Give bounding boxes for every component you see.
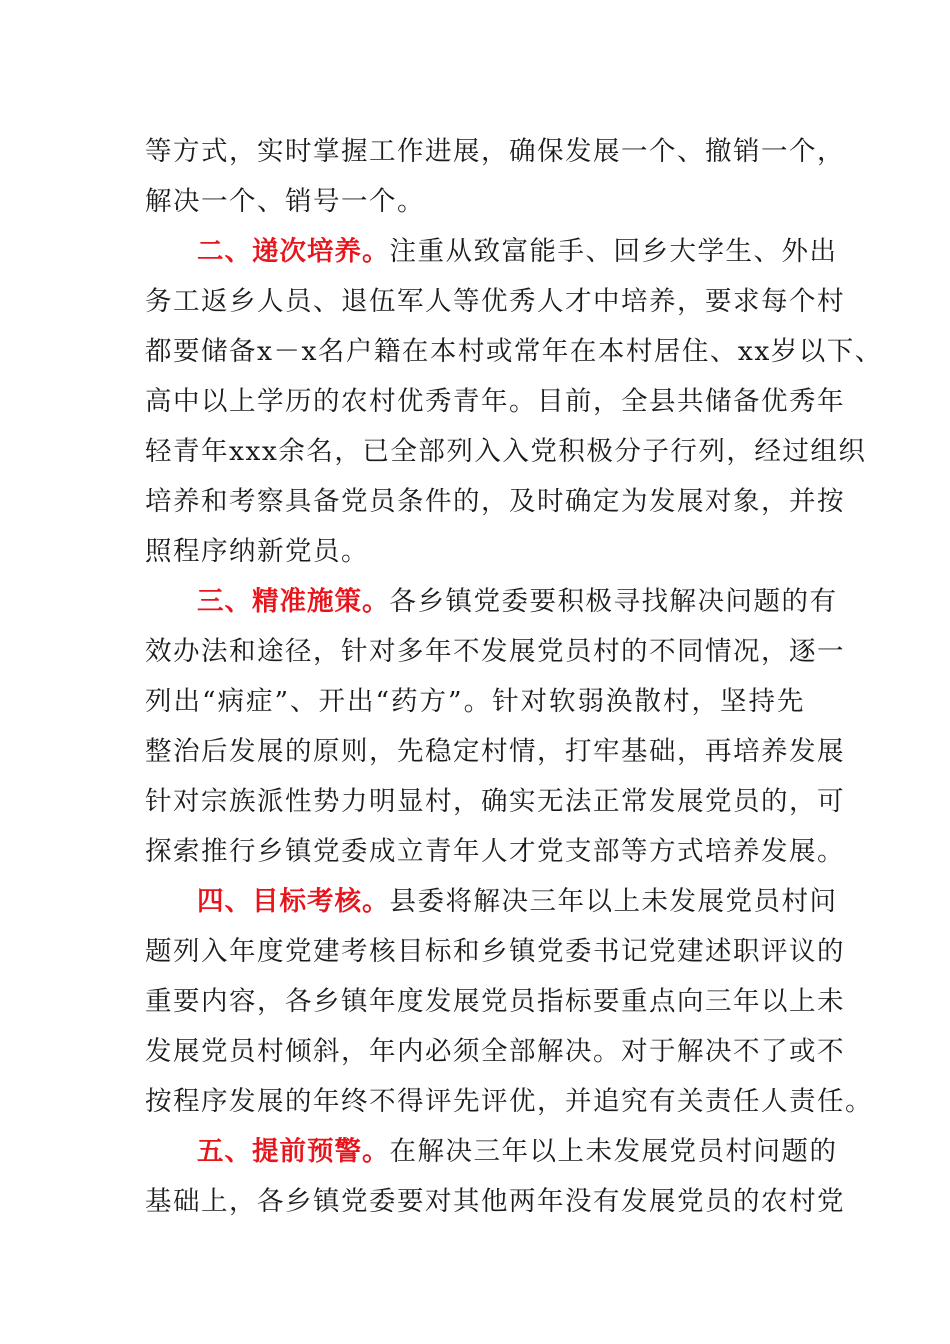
section-heading: 三、精准施策。 xyxy=(197,586,390,617)
paragraph-line: 都要储备x－x名户籍在本村或常年在本村居住、xx岁以下、 xyxy=(145,336,883,367)
section-heading: 二、递次培养。 xyxy=(197,236,390,267)
paragraph-line: 重要内容，各乡镇年度发展党员指标要重点向三年以上未 xyxy=(145,986,845,1017)
paragraph-line: 等方式，实时掌握工作进展，确保发展一个、撤销一个， xyxy=(145,136,845,167)
paragraph-line: 列出“病症”、开出“药方”。针对软弱涣散村，坚持先 xyxy=(145,686,805,717)
section-first-line xyxy=(197,1135,838,1169)
paragraph-line: 照程序纳新党员。 xyxy=(145,536,369,567)
paragraph-line: 针对宗族派性势力明显村，确实无法正常发展党员的，可 xyxy=(145,786,845,817)
section-text: 县委将解决三年以上未发展党员村问 xyxy=(389,886,838,917)
section-heading: 四、目标考核。 xyxy=(197,886,390,917)
section-first-line xyxy=(197,585,838,619)
section-text: 注重从致富能手、回乡大学生、外出 xyxy=(389,236,838,267)
paragraph-line: 务工返乡人员、退伍军人等优秀人才中培养，要求每个村 xyxy=(145,286,845,317)
section-first-line xyxy=(197,885,838,919)
paragraph-line: 效办法和途径，针对多年不发展党员村的不同情况，逐一 xyxy=(145,636,845,667)
section-first-line xyxy=(197,235,838,269)
paragraph-line: 整治后发展的原则，先稳定村情，打牢基础，再培养发展 xyxy=(145,736,845,767)
paragraph-line: 轻青年xxx余名，已全部列入入党积极分子行列，经过组织 xyxy=(145,436,867,467)
paragraph-line: 解决一个、销号一个。 xyxy=(145,186,425,217)
paragraph-line: 发展党员村倾斜，年内必须全部解决。对于解决不了或不 xyxy=(145,1036,845,1067)
paragraph-line: 探索推行乡镇党委成立青年人才党支部等方式培养发展。 xyxy=(145,836,845,867)
paragraph-line: 高中以上学历的农村优秀青年。目前，全县共储备优秀年 xyxy=(145,386,845,417)
paragraph-line: 按程序发展的年终不得评先评优，并追究有关责任人责任。 xyxy=(145,1086,873,1117)
section-text: 各乡镇党委要积极寻找解决问题的有 xyxy=(389,586,838,617)
paragraph-line: 培养和考察具备党员条件的，及时确定为发展对象，并按 xyxy=(145,486,845,517)
paragraph-line: 题列入年度党建考核目标和乡镇党委书记党建述职评议的 xyxy=(145,936,845,967)
section-heading: 五、提前预警。 xyxy=(197,1136,390,1167)
section-text: 在解决三年以上未发展党员村问题的 xyxy=(389,1136,838,1167)
paragraph-line: 基础上，各乡镇党委要对其他两年没有发展党员的农村党 xyxy=(145,1186,845,1217)
